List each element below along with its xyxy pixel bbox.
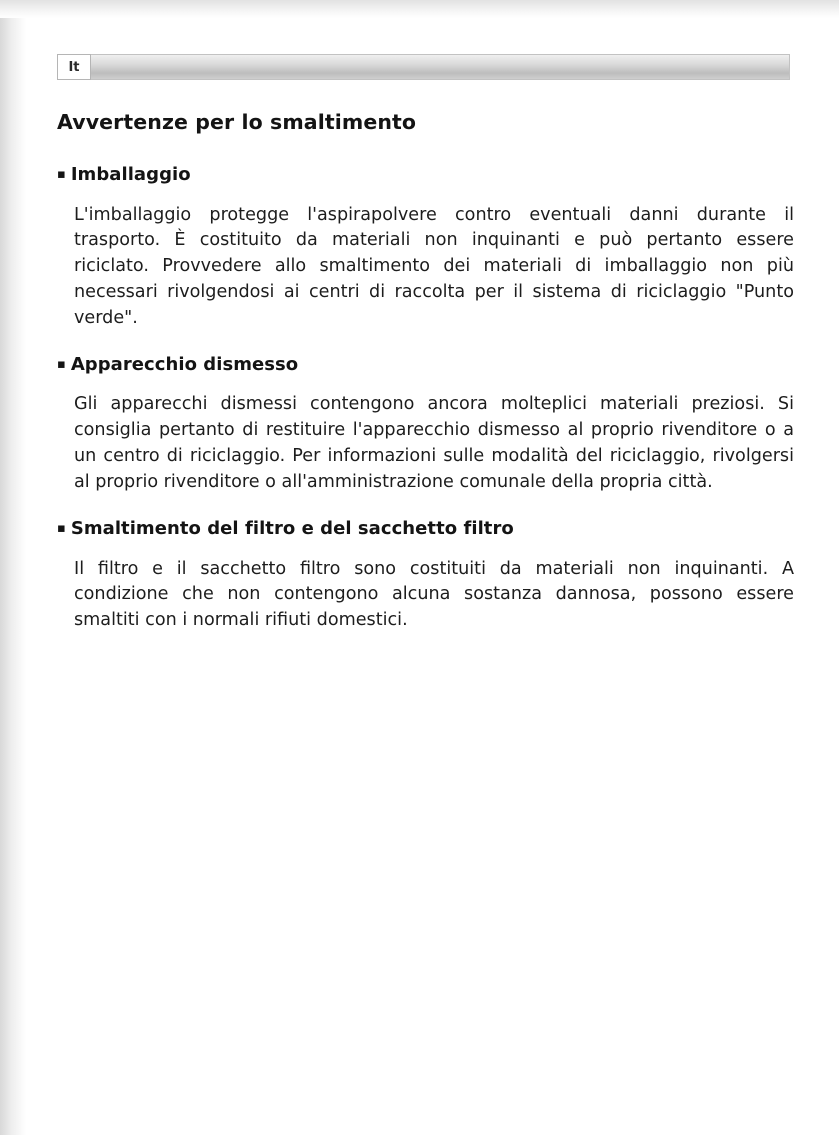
language-tag: It — [57, 54, 91, 80]
bullet-icon: ▪ — [57, 520, 66, 536]
document-content — [57, 110, 794, 656]
section-smaltimento-filtro — [57, 518, 794, 634]
section-heading-row — [57, 354, 794, 375]
section-body: L'imballaggio protegge l'aspirapolvere contro eventuali danni durante il trasporto. È costituito da materiali non inquinanti e può pertanto essere riciclato. Provvedere allo smaltimento dei materiali di imballaggio non più necessari rivolgendosi ai centri di raccolta per il sistema di riciclaggio "Punto verde". — [74, 204, 794, 329]
header-bar — [57, 54, 790, 80]
bullet-icon: ▪ — [57, 167, 66, 182]
section-title: Apparecchio dismesso — [70, 353, 299, 375]
bullet-icon: ▪ — [57, 356, 66, 372]
scan-edge-left — [0, 0, 26, 1135]
section-body: Il filtro e il sacchetto filtro sono costituiti da materiali non inquinanti. A condizione che non contengono alcuna sostanza dannosa, possono essere smaltiti con i normali rifiuti domestici. — [74, 558, 794, 631]
section-imballaggio — [57, 164, 794, 332]
section-apparecchio-dismesso — [57, 354, 794, 496]
page-title: Avvertenze per lo smaltimento — [57, 110, 417, 134]
section-heading-row — [57, 164, 794, 185]
section-heading-row — [57, 518, 794, 539]
section-title: Smaltimento del filtro e del sacchetto filtro — [70, 517, 514, 539]
section-title: Imballaggio — [70, 164, 191, 185]
scan-edge-top — [0, 0, 839, 18]
section-body: Gli apparecchi dismessi contengono ancora molteplici materiali preziosi. Si consiglia pertanto di restituire l'apparecchio dismesso al proprio rivenditore o a un centro di riciclaggio. Per informazioni sulle modalità del riciclaggio, rivolgersi al proprio rivenditore o all'amministrazione comunale della propria città. — [74, 394, 794, 493]
